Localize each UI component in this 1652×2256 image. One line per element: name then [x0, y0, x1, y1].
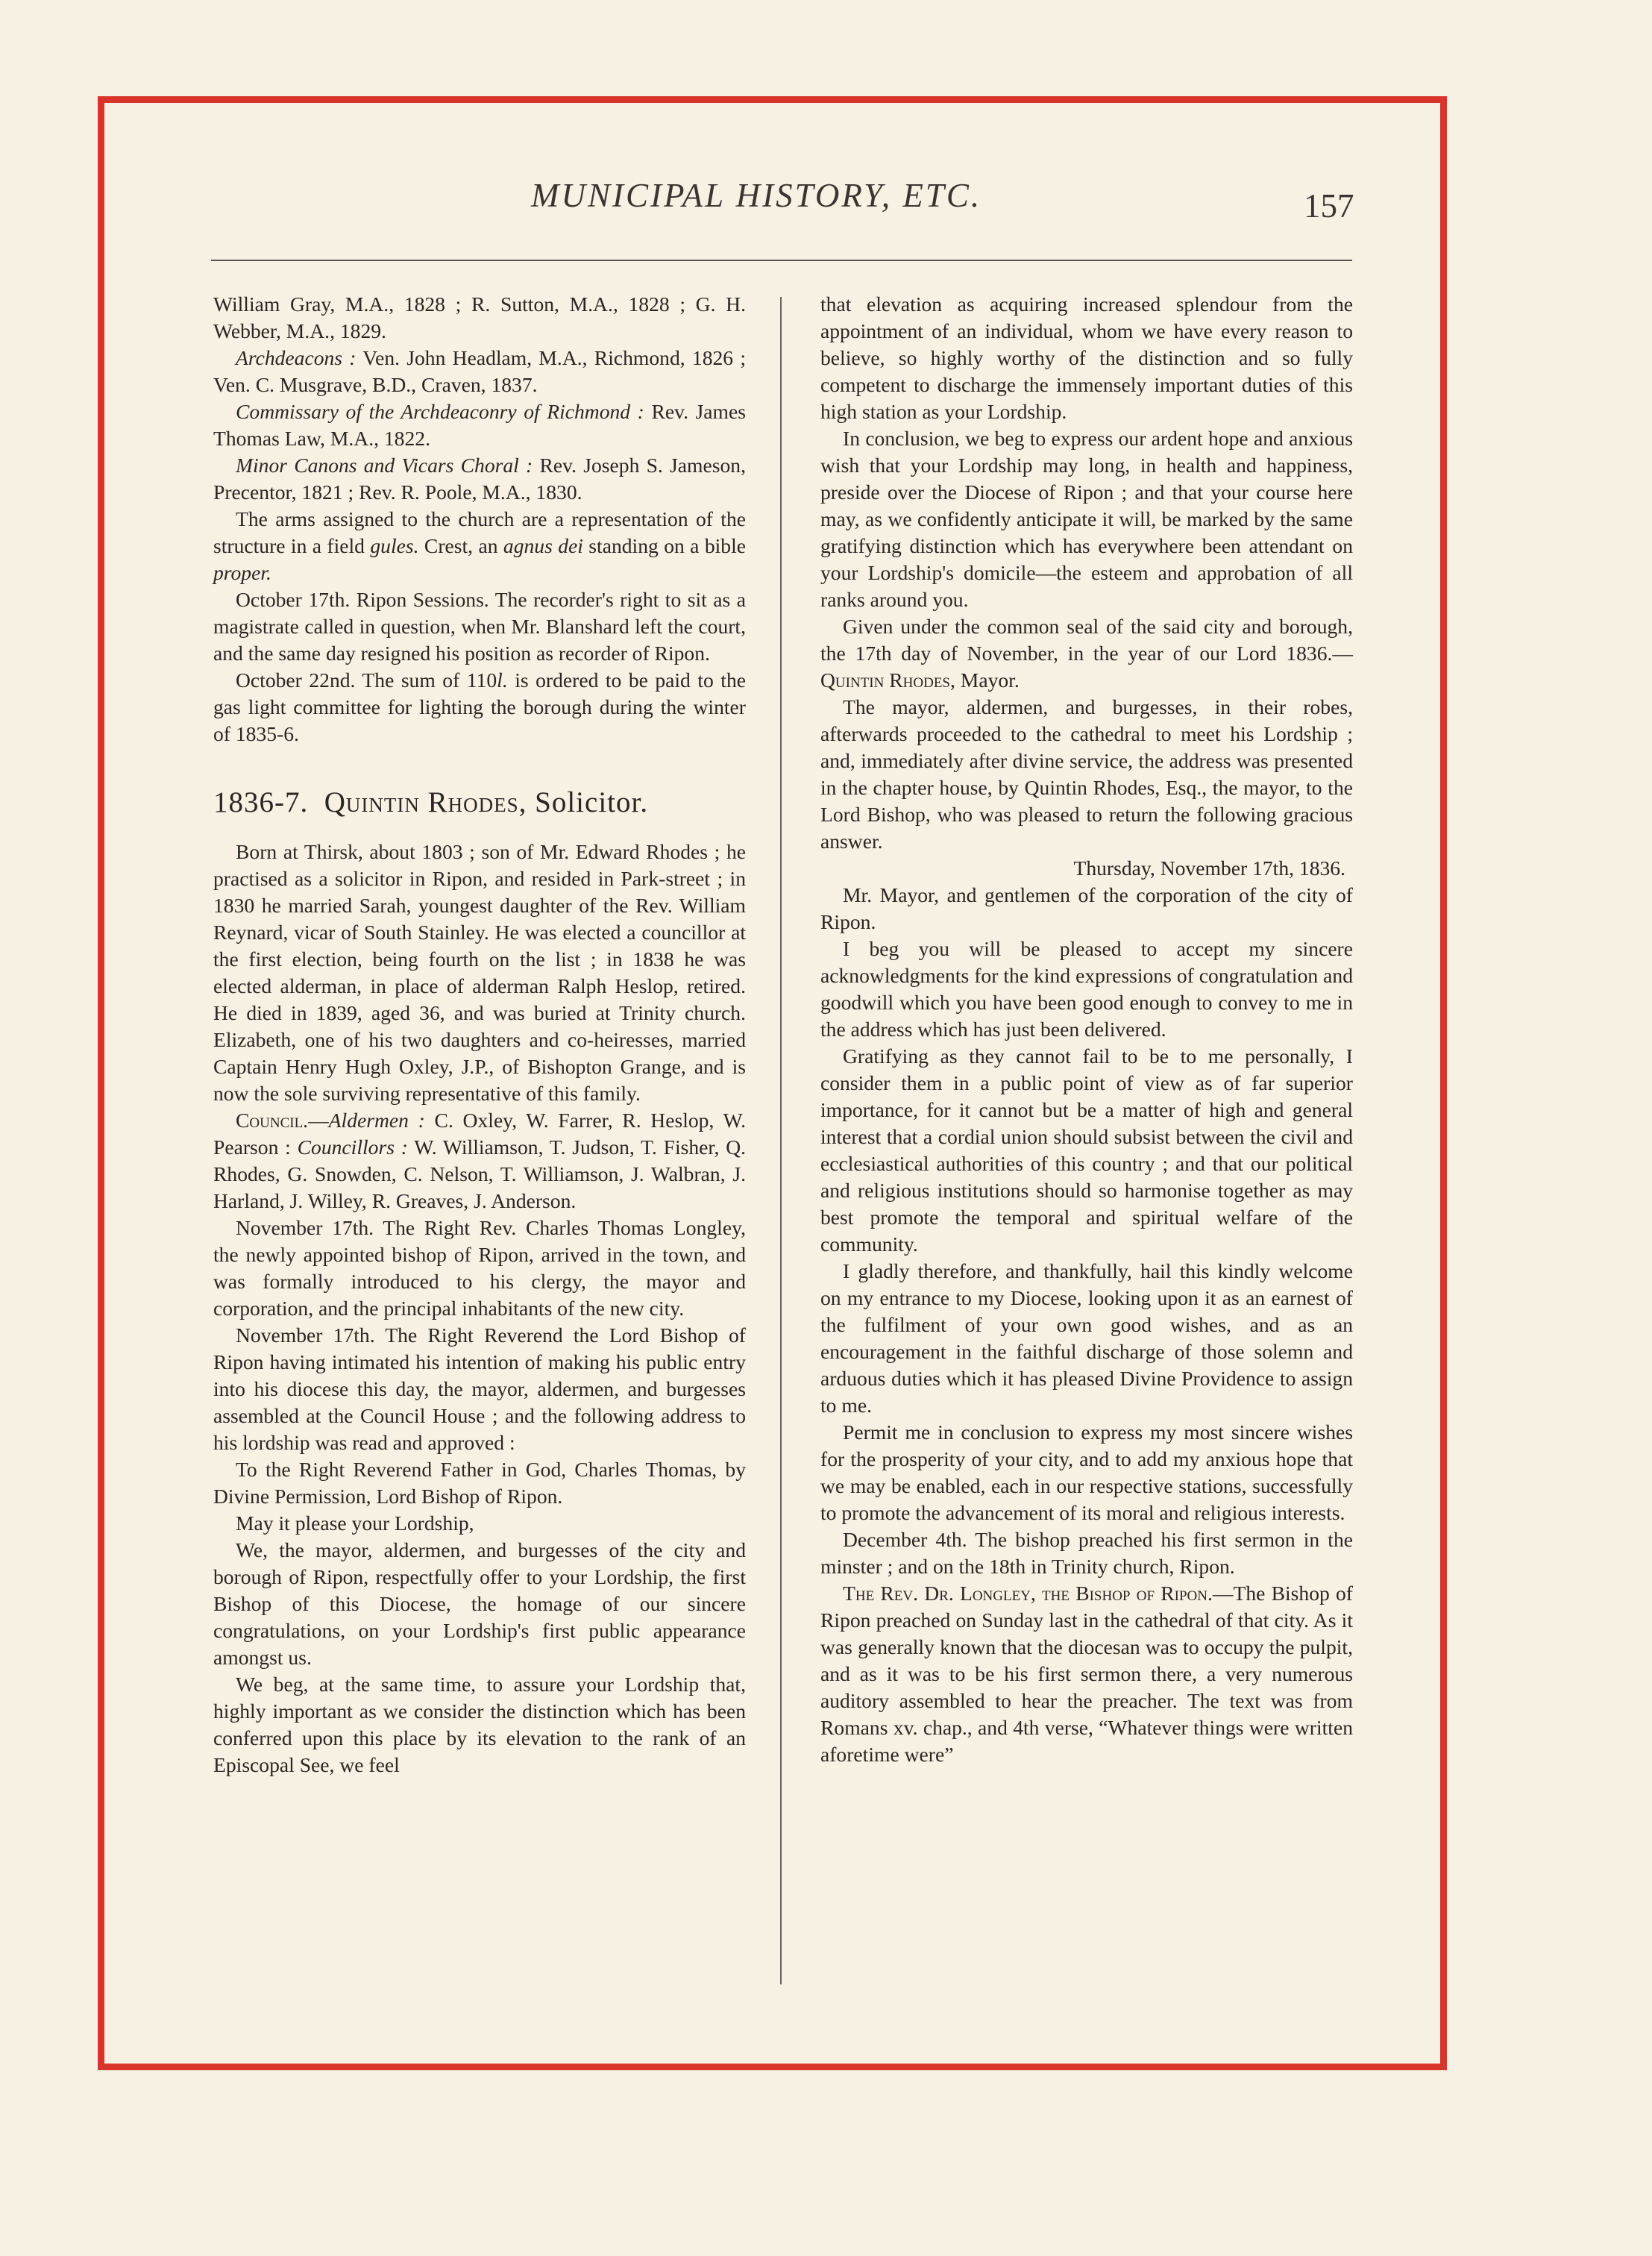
paragraph: We beg, at the same time, to assure your Lordship that, highly important as we consider the distinction which has been conferred upon this place by its elevation to the rank of an Episcopal See, we feel [213, 1673, 746, 1776]
article-heading: The Rev. Dr. Longley, the Bishop of Ripon. [843, 1582, 1213, 1605]
paragraph: Minor Canons and Vicars Choral : Rev. Joseph S. Jameson, Precentor, 1821 ; Rev. R. Poole, M.A., 1830. [213, 454, 746, 504]
paragraph: The mayor, aldermen, and burgesses, in their robes, afterwards proceeded to the cathedral to meet his Lordship ; and, immediately after divine service, the address was presented in the chapter house, by Quintin Rhodes, Esq., the mayor, to the Lord Bishop, who was pleased to return the following gracious answer. [820, 695, 1353, 853]
paragraph: Archdeacons : Ven. John Headlam, M.A., Richmond, 1826 ; Ven. C. Musgrave, B.D., Craven, 1837. [213, 346, 746, 396]
running-title: MUNICIPAL HISTORY, ETC. [531, 177, 982, 214]
paragraph: I beg you will be pleased to accept my sincere acknowledgments for the kind expressions of congratulation and goodwill which you have been good enough to convey to me in the address which has just been delivered. [820, 937, 1353, 1041]
paragraph: November 17th. The Right Reverend the Lord Bishop of Ripon having intimated his intention of making his public entry into his diocese this day, the mayor, aldermen, and burgesses assembled at the Council House ; and the following address to his lordship was read and approved : [213, 1323, 746, 1454]
header-rule [211, 260, 1352, 261]
paragraph: To the Right Reverend Father in God, Charles Thomas, by Divine Permission, Lord Bishop of Ripon. [213, 1458, 746, 1508]
council-paragraph: Council.—Aldermen : C. Oxley, W. Farrer, R. Heslop, W. Pearson : Councillors : W. Williamson, T. Judson, T. Fisher, Q. Rhodes, G. Snowden, C. Nelson, T. Williamson, J. Walbran, J. Harland, J. Willey, R. Greaves, J. Anderson. [213, 1109, 747, 1212]
column-divider [780, 297, 782, 1984]
paragraph: December 4th. The bishop preached his first sermon in the minster ; and on the 18th in Trinity church, Ripon. [820, 1528, 1353, 1578]
paragraph: November 17th. The Right Rev. Charles Thomas Longley, the newly appointed bishop of Ripon, arrived in the town, and was formally introduced to his clergy, the mayor and corporation, and the principal inhabitants of the new city. [213, 1216, 746, 1320]
paragraph: The Rev. Dr. Longley, the Bishop of Ripon.—The Bishop of Ripon preached on Sunday last in the cathedral of that city. As it was generally known that the diocesan was to occupy the pulpit, and as it was to be his first sermon there, a very numerous auditory assembled to hear the preacher. The text was from Romans xv. chap., and 4th verse, “Whatever things were written aforetime were” [820, 1582, 1353, 1766]
paragraph: Permit me in conclusion to express my most sincere wishes for the prosperity of your city, and to add my anxious hope that we may be enabled, each in our respective stations, successfully to promote the advancement of its moral and religious interests. [820, 1420, 1353, 1524]
right-column [820, 291, 1353, 1768]
paragraph: that elevation as acquiring increased splendour from the appointment of an individual, whom we have every reason to believe, so highly worthy of the distinction and so fully competent to discharge the immensely important duties of this high station as your Lordship. [820, 292, 1353, 423]
paragraph: Given under the common seal of the said city and borough, the 17th day of November, in the year of our Lord 1836.—Quintin Rhodes, Mayor. [820, 615, 1353, 692]
minor-canons-label: Minor Canons and Vicars Choral : [236, 454, 533, 477]
section-heading: 1836-7. Quintin Rhodes, Solicitor. [213, 786, 649, 818]
commissary-label: Commissary of the Archdeaconry of Richmond : [236, 400, 644, 423]
paragraph: October 22nd. The sum of 110l. is ordered to be paid to the gas light committee for lighting the borough during the winter of 1835-6. [213, 668, 747, 745]
paragraph: William Gray, M.A., 1828 ; R. Sutton, M.A., 1828 ; G. H. Webber, M.A., 1829. [213, 292, 746, 342]
left-column [213, 291, 746, 1779]
paragraph: October 17th. Ripon Sessions. The recorder's right to sit as a magistrate called in question, when Mr. Blanshard left the court, and the same day resigned his position as recorder of Ripon. [213, 588, 746, 665]
date-line: Thursday, November 17th, 1836. [1073, 856, 1345, 880]
archdeacons-label: Archdeacons : [236, 346, 357, 369]
paragraph: Commissary of the Archdeaconry of Richmond : Rev. James Thomas Law, M.A., 1822. [213, 400, 746, 450]
paragraph: May it please your Lordship, [236, 1511, 474, 1535]
paragraph: Mr. Mayor, and gentlemen of the corporation of the city of Ripon. [820, 883, 1353, 933]
paragraph: The arms assigned to the church are a representation of the structure in a field gules. Crest, an agnus dei standing on a bible proper. [213, 507, 746, 584]
paragraph: I gladly therefore, and thankfully, hail this kindly welcome on my entrance to my Diocese, looking upon it as an earnest of the fulfilment of your own good wishes, and as an encouragement in the faithful discharge of those solemn and arduous duties which it has pleased Divine Providence to assign to me. [820, 1259, 1353, 1417]
paragraph: Gratifying as they cannot fail to be to me personally, I consider them in a public point of view as of far superior importance, for it cannot but be a matter of high and general interest that a cordial union should subsist between the civil and ecclesiastical authorities of this country ; and that our political and religious institutions should so harmonise together as may best promote the temporal and spiritual welfare of the community. [820, 1044, 1353, 1256]
page-number: 157 [1304, 187, 1354, 225]
paragraph: In conclusion, we beg to express our ardent hope and anxious wish that your Lordship may long, in health and happiness, preside over the Diocese of Ripon ; and that your course here may, as we confidently anticipate it will, be marked by the same gratifying distinction which has everywhere been attendant on your Lordship's domicile—the esteem and approbation of all ranks around you. [820, 427, 1353, 611]
paragraph: We, the mayor, aldermen, and burgesses of the city and borough of Ripon, respectfully offer to your Lordship, the first Bishop of this Diocese, the homage of our sincere congratulations, on your Lordship's first public appearance amongst us. [213, 1538, 746, 1669]
paragraph: Born at Thirsk, about 1803 ; son of Mr. Edward Rhodes ; he practised as a solicitor in Ripon, and resided in Park-street ; in 1830 he married Sarah, youngest daughter of the Rev. William Reynard, vicar of South Stainley. He was elected a councillor at the first election, being fourth on the list ; in 1838 he was elected alderman, in place of alderman Ralph Heslop, retired. He died in 1839, aged 36, and was buried at Trinity church. Elizabeth, one of his two daughters and co-heiresses, married Captain Henry Hugh Oxley, J.P., of Bishopton Grange, and is now the sole surviving representative of this family. [213, 840, 746, 1105]
